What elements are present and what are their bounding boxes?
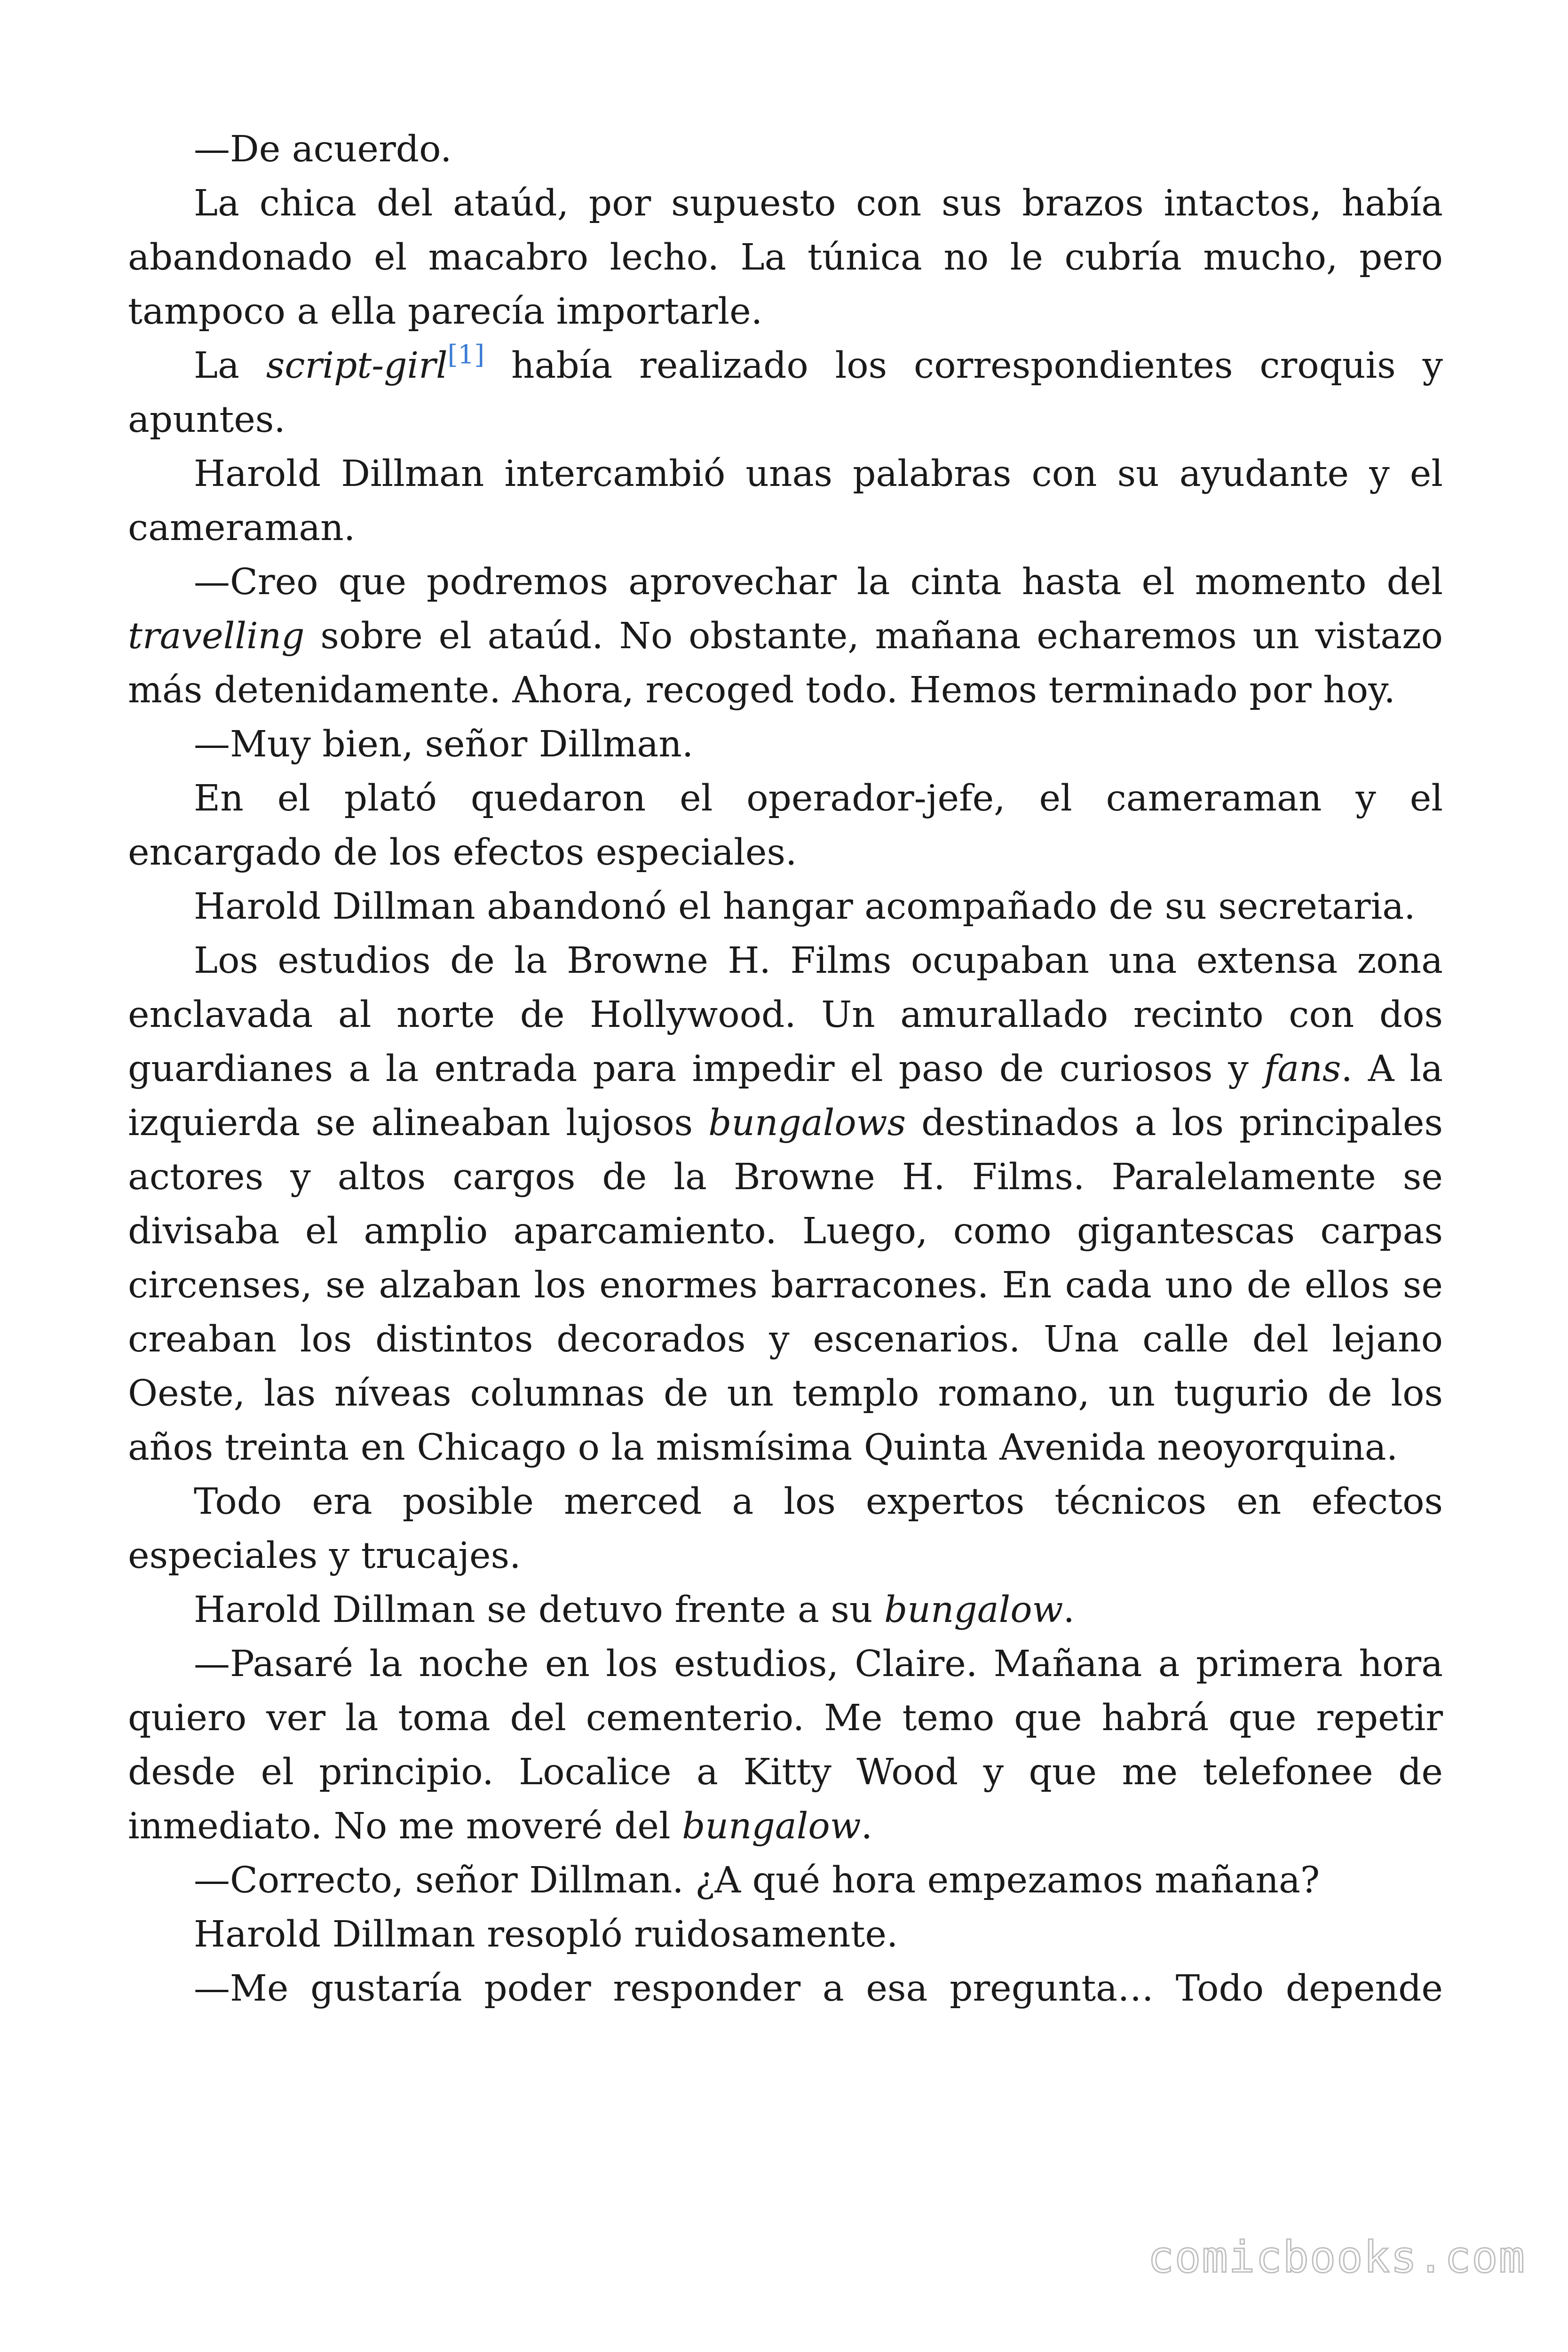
paragraph [128, 1583, 1443, 1637]
text-run: La chica del ataúd, por supuesto con sus brazos intactos, había abandonado el macabro lecho. La túnica no le cubría mucho, pero tampoco a ella parecía importarle. [128, 183, 1443, 333]
paragraph [128, 1637, 1443, 1853]
text-run: sobre el ataúd. No obstante, mañana echaremos un vistazo más detenidamente. Ahora, recoged todo. Hemos terminado por hoy. [128, 615, 1443, 711]
paragraph [128, 176, 1443, 339]
text-run: Todo era posible merced a los expertos técnicos en efectos especiales y trucajes. [128, 1481, 1443, 1577]
text-run: Harold Dillman se detuvo frente a su [194, 1589, 884, 1631]
paragraph [128, 447, 1443, 555]
text-run: —Correcto, señor Dillman. ¿A qué hora empezamos mañana? [194, 1859, 1320, 1901]
italic-text: bungalows [708, 1102, 906, 1144]
text-run: En el plató quedaron el operador-jefe, el cameraman y el encargado de los efectos especiales. [128, 778, 1443, 874]
italic-text: script-girl [266, 345, 448, 387]
book-page-text [128, 122, 1443, 2016]
text-run: Los estudios de la Browne H. Films ocupaban una extensa zona enclavada al norte de Hollywood. Un amurallado recinto con dos guardianes a la entrada para impedir el paso de curiosos y [128, 940, 1443, 1090]
text-run: Harold Dillman abandonó el hangar acompañado de su secretaria. [194, 886, 1416, 928]
text-run: —Me gustaría poder responder a esa pregunta… Todo depende [194, 1968, 1443, 2010]
text-run: —Creo que podremos aprovechar la cinta hasta el momento del [194, 561, 1443, 603]
italic-text: fans [1264, 1048, 1341, 1090]
italic-text: bungalow [682, 1805, 861, 1847]
text-run: . [861, 1805, 873, 1847]
text-run: destinados a los principales actores y altos cargos de la Browne H. Films. Paralelamente se divisaba el amplio aparcamiento. Luego, como gigantescas carpas circenses, se alzaban los enormes barracones. En cada uno de ellos se creaban los distintos decorados y escenarios. Una calle del lejano Oeste, las níveas columnas de un templo romano, un tugurio de los años treinta en Chicago o la mismísima Quinta Avenida neoyorquina. [128, 1102, 1443, 1469]
paragraph [128, 339, 1443, 447]
text-run: Harold Dillman intercambió unas palabras con su ayudante y el cameraman. [128, 453, 1443, 549]
paragraph [128, 555, 1443, 717]
text-run: —Muy bien, señor Dillman. [194, 723, 694, 765]
paragraph [128, 771, 1443, 880]
text-run: había realizado los correspondientes croquis y apuntes. [128, 345, 1443, 441]
footnote-link[interactable]: [1] [447, 340, 485, 370]
text-run: La [194, 345, 266, 387]
watermark: comicbooks.com [1148, 2232, 1526, 2282]
italic-text: bungalow [884, 1589, 1063, 1631]
paragraph [128, 880, 1443, 934]
paragraph [128, 1907, 1443, 1962]
paragraph [128, 122, 1443, 176]
paragraph [128, 1853, 1443, 1907]
text-run: . A la izquierda se alineaban lujosos [128, 1048, 1443, 1144]
paragraph [128, 717, 1443, 771]
paragraph [128, 934, 1443, 1475]
text-run: —De acuerdo. [194, 128, 452, 170]
text-run: Harold Dillman resopló ruidosamente. [194, 1914, 898, 1955]
text-run: . [1063, 1589, 1075, 1631]
italic-text: travelling [128, 615, 305, 657]
paragraph [128, 1475, 1443, 1583]
paragraph [128, 1962, 1443, 2016]
text-run: —Pasaré la noche en los estudios, Claire. Mañana a primera hora quiero ver la toma del cementerio. Me temo que habrá que repetir desde el principio. Localice a Kitty Wood y que me telefonee de inmediato. No me moveré del [128, 1643, 1443, 1847]
